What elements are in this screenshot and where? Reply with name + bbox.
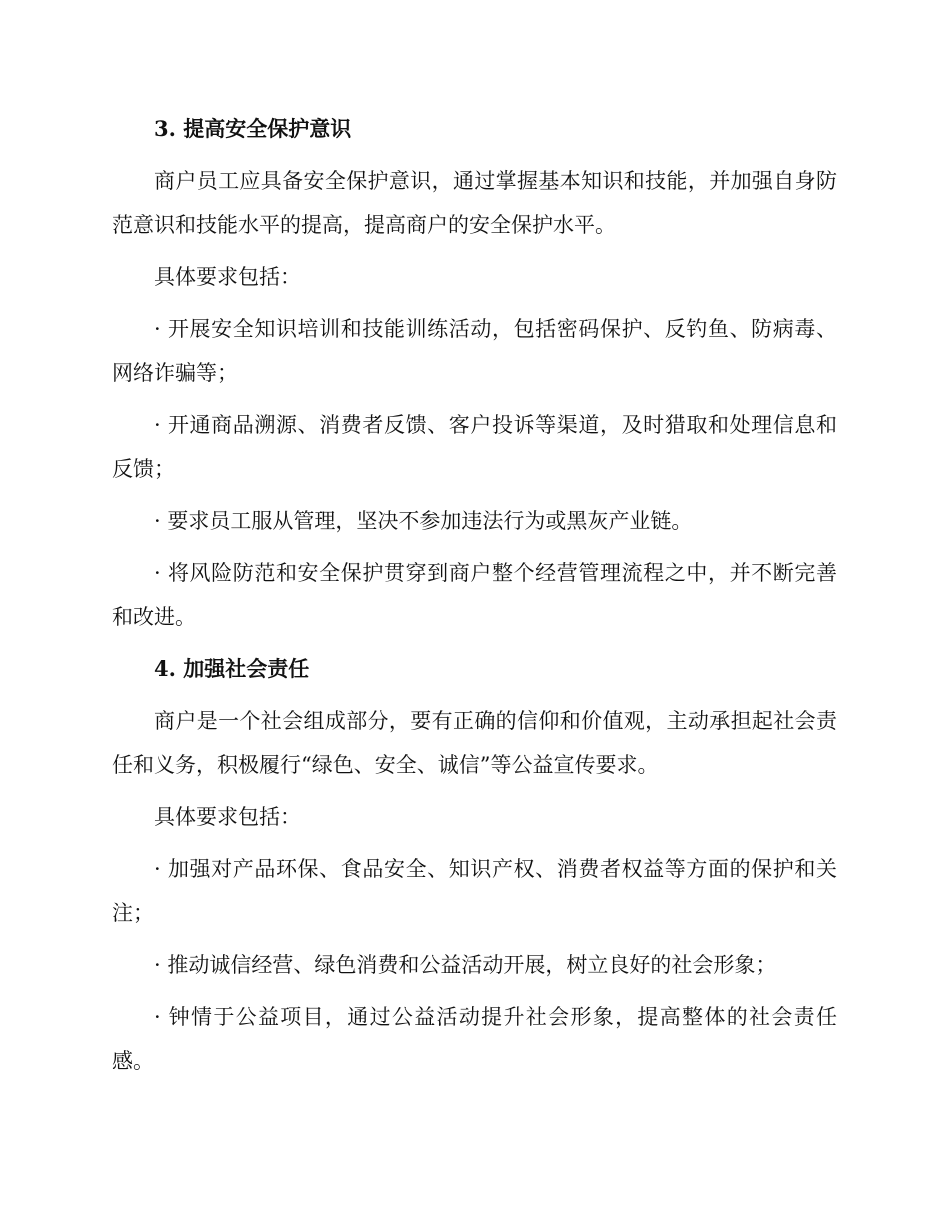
section-heading: 4. 加强社会责任 [154,656,310,681]
section-heading: 3. 提高安全保护意识 [154,116,352,141]
list-item: · 推动诚信经营、绿色消费和公益活动开展，树立良好的社会形象； [154,953,777,977]
list-item: · 钟情于公益项目，通过公益活动提升社会形象，提高整体的社会责任感。 [112,1005,837,1073]
list-item: · 将风险防范和安全保护贯穿到商户整个经营管理流程之中，并不断完善和改进。 [112,561,837,629]
document-body [112,107,837,1091]
list-item: · 加强对产品环保、食品安全、知识产权、消费者权益等方面的保护和关注； [112,857,837,925]
requirements-label: 具体要求包括： [154,805,301,829]
list-item: · 开通商品溯源、消费者反馈、客户投诉等渠道，及时猎取和处理信息和反馈； [112,413,837,481]
list-item: · 开展安全知识培训和技能训练活动，包括密码保护、反钓鱼、防病毒、网络诈骗等； [112,317,837,385]
section-intro: 商户员工应具备安全保护意识，通过掌握基本知识和技能，并加强自身防范意识和技能水平的提高，提高商户的安全保护水平。 [112,169,837,237]
section-intro: 商户是一个社会组成部分，要有正确的信仰和价值观，主动承担起社会责任和义务，积极履行“绿色、安全、诚信”等公益宣传要求。 [112,709,837,777]
list-item: · 要求员工服从管理，坚决不参加违法行为或黑灰产业链。 [154,509,693,533]
requirements-label: 具体要求包括： [154,265,301,289]
